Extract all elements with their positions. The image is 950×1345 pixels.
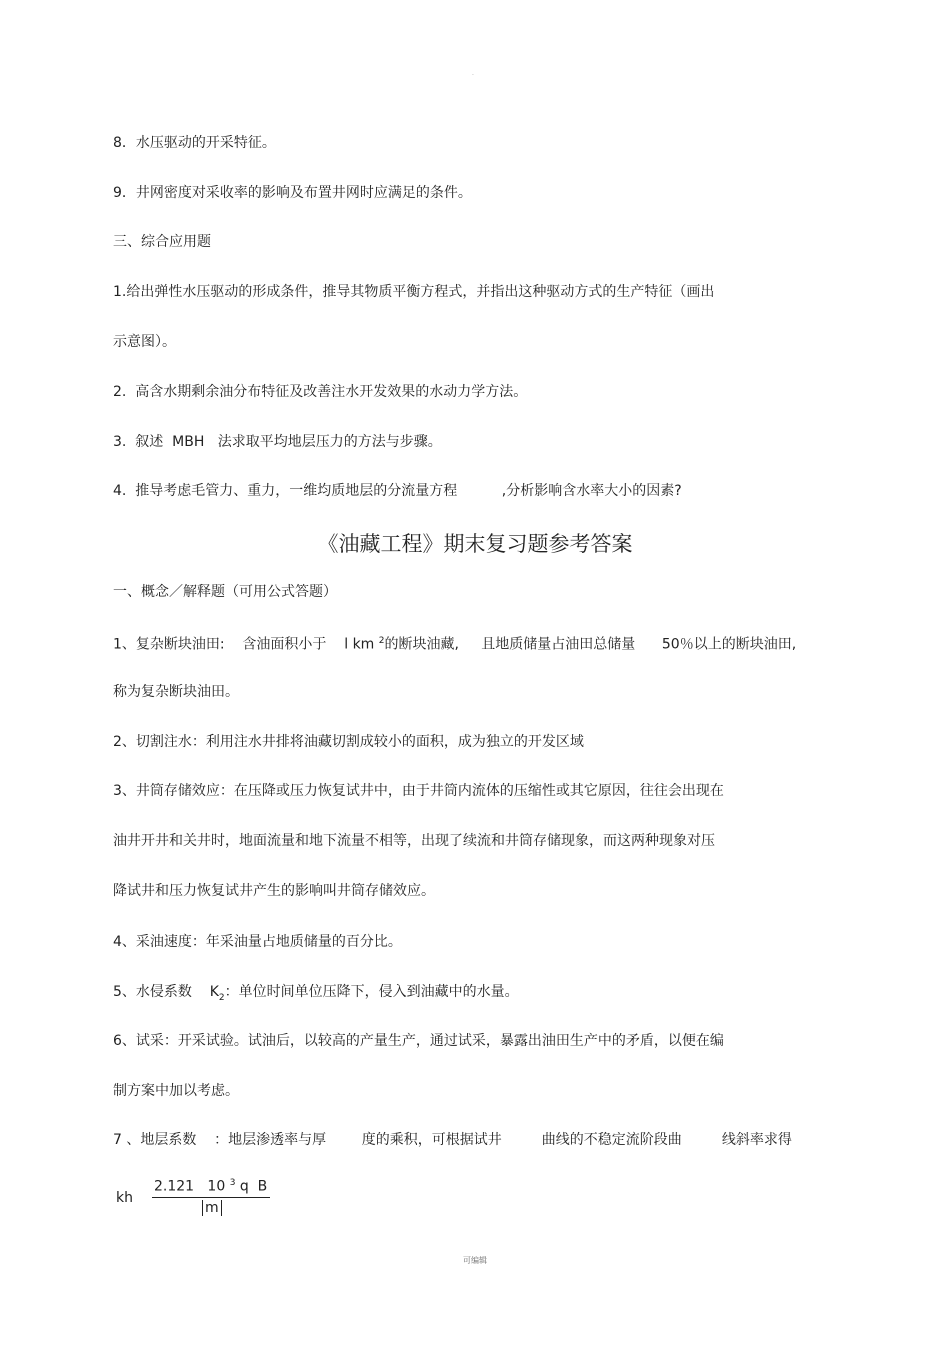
question-9: 9．井网密度对采收率的影响及布置井网时应满足的条件。 — [113, 185, 472, 201]
definition-1-line-1 — [113, 632, 796, 654]
definition-5 — [113, 983, 519, 1007]
definition-4: 4、采油速度：年采油量占地质储量的百分比。 — [113, 934, 402, 950]
definition-5-text-a: 5、水侵系数 K — [113, 984, 219, 1000]
definition-1-text-b: 的断块油藏, 且地质储量占油田总储量 50％以上的断块油田, — [384, 636, 797, 653]
application-1-line-1: 1.给出弹性水压驱动的形成条件，推导其物质平衡方程式，并指出这种驱动方式的生产特征（画出 — [113, 284, 715, 300]
application-2: 2. 高含水期剩余油分布特征及改善注水开发效果的水动力学方法。 — [113, 384, 528, 400]
fraction-bar — [152, 1197, 270, 1198]
application-3: 3. 叙述 MBH 法求取平均地层压力的方法与步骤。 — [113, 434, 442, 450]
definition-1-line-2: 称为复杂断块油田。 — [113, 684, 239, 700]
section-1-heading: 一、概念／解释题（可用公式答题） — [113, 584, 337, 600]
definition-1-text-a: 1、复杂断块油田: 含油面积小于 l km — [113, 636, 379, 653]
definition-3-line-2: 油井开井和关井时，地面流量和地下流量不相等，出现了续流和井筒存储现象，而这两种现象对压 — [113, 833, 715, 849]
page-footer: 可编辑 — [463, 1256, 487, 1265]
definition-6-line-2: 制方案中加以考虑。 — [113, 1083, 239, 1099]
definition-6-line-1: 6、试采：开采试验。试油后，以较高的产量生产，通过试采，暴露出油田生产中的矛盾，以便在编 — [113, 1033, 724, 1049]
definition-2: 2、切割注水：利用注水井排将油藏切割成较小的面积，成为独立的开发区域 — [113, 734, 584, 750]
definition-1-superscript: 2 — [378, 636, 385, 646]
formula-numerator-a: 2.121 10 — [154, 1178, 230, 1195]
answer-title: 《油藏工程》期末复习题参考答案 — [317, 532, 633, 556]
formula-numerator — [154, 1178, 267, 1195]
formula-denominator: m — [202, 1200, 222, 1216]
section-3-heading: 三、综合应用题 — [113, 234, 211, 250]
formula-numerator-b: q B — [235, 1178, 268, 1195]
definition-7: 7 、地层系数 ：地层渗透率与厚 度的乘积，可根据试井 曲线的不稳定流阶段曲 线斜率求得 — [113, 1132, 792, 1148]
kh-formula — [116, 1172, 316, 1232]
header-dot: . — [472, 70, 474, 77]
application-4: 4. 推导考虑毛管力、重力，一维均质地层的分流量方程 ,分析影响含水率大小的因素? — [113, 483, 682, 499]
application-1-line-2: 示意图）。 — [113, 334, 176, 350]
formula-lhs: kh — [116, 1190, 133, 1206]
definition-5-text-b: ：单位时间单位压降下，侵入到油藏中的水量。 — [224, 984, 519, 1000]
question-8: 8．水压驱动的开采特征。 — [113, 135, 276, 151]
definition-3-line-3: 降试井和压力恢复试井产生的影响叫井筒存储效应。 — [113, 883, 435, 899]
formula-exponent: 3 — [229, 1178, 236, 1188]
definition-5-subscript: 2 — [218, 992, 225, 1003]
definition-3-line-1: 3、井筒存储效应：在压降或压力恢复试井中，由于井筒内流体的压缩性或其它原因，往往会出现在 — [113, 783, 724, 799]
